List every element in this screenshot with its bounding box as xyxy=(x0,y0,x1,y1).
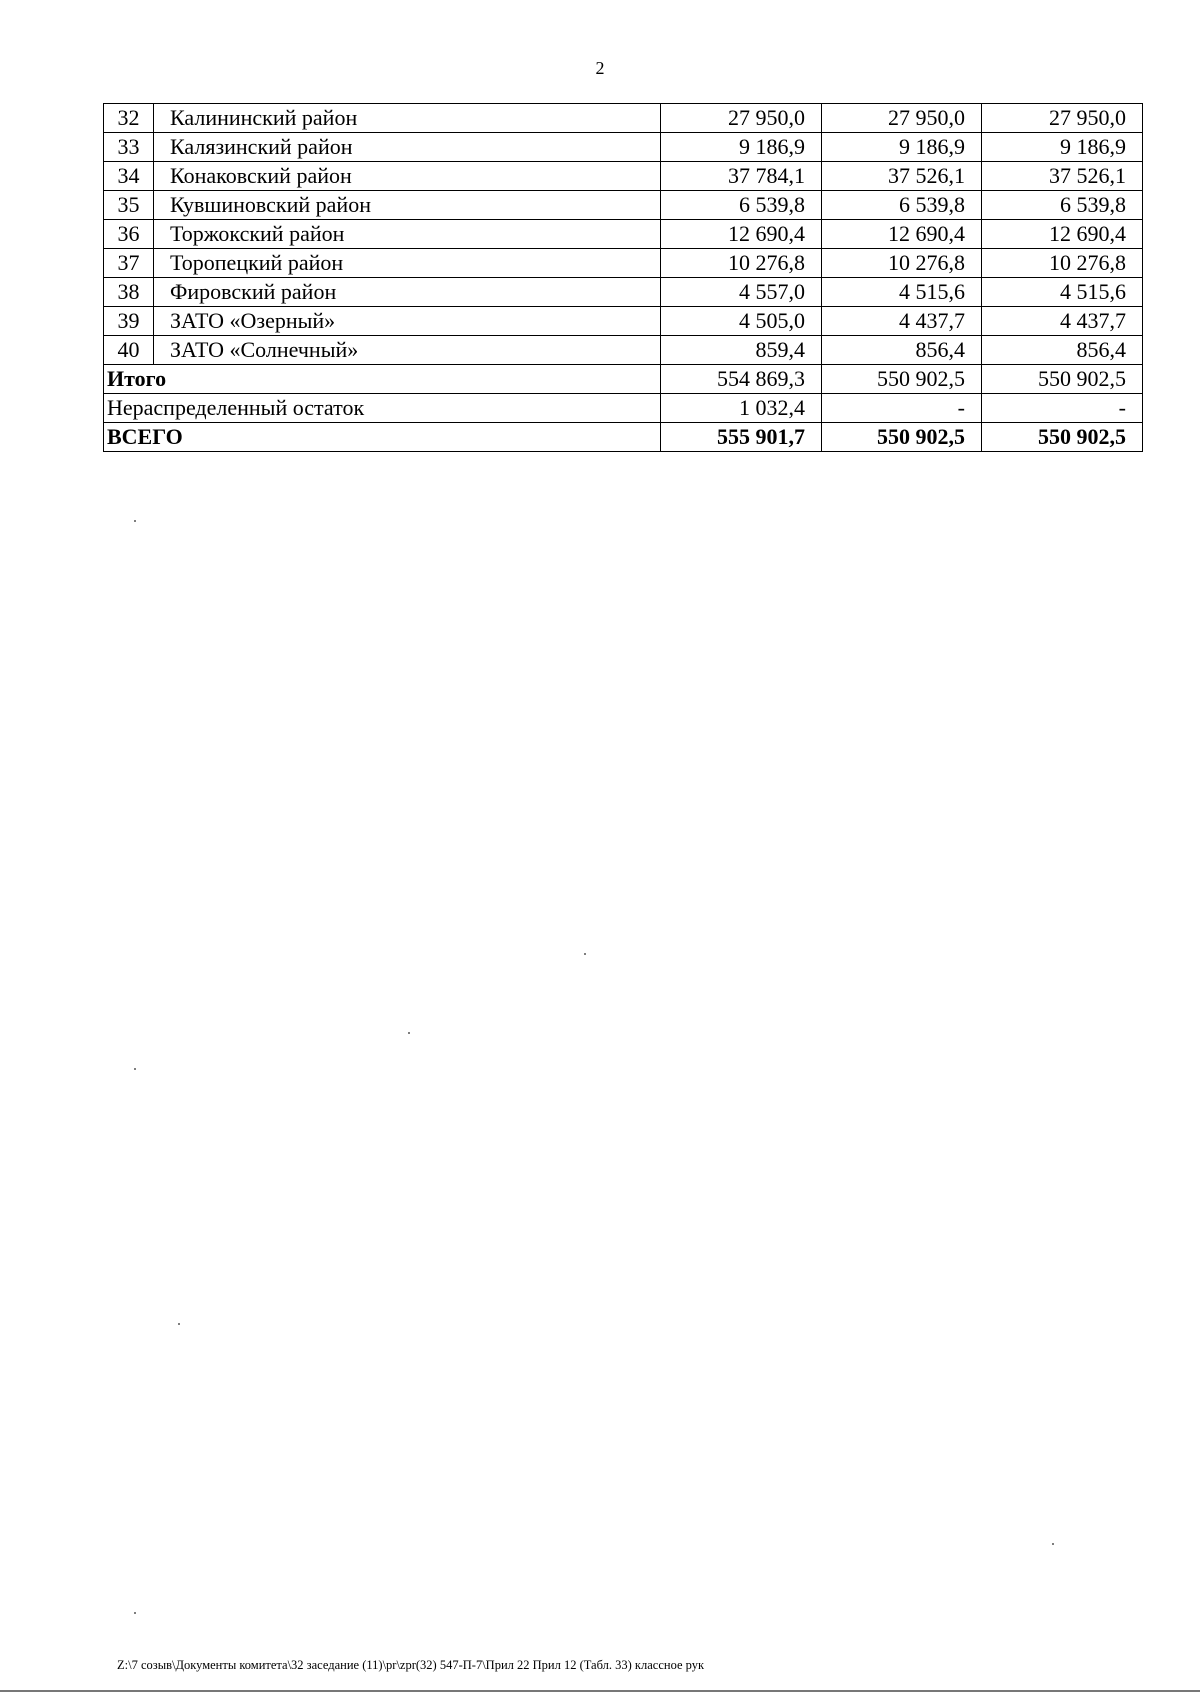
remainder-label: Нераспределенный остаток xyxy=(104,394,661,423)
row-number: 39 xyxy=(104,307,154,336)
row-number: 35 xyxy=(104,191,154,220)
value-col-2: 9 186,9 xyxy=(822,133,982,162)
table-row xyxy=(104,307,1143,336)
itogo-value-1: 554 869,3 xyxy=(661,365,822,394)
scan-speck xyxy=(134,1612,136,1614)
remainder-value-2: - xyxy=(822,394,982,423)
value-col-1: 10 276,8 xyxy=(661,249,822,278)
value-col-2: 12 690,4 xyxy=(822,220,982,249)
row-number: 38 xyxy=(104,278,154,307)
row-number: 40 xyxy=(104,336,154,365)
budget-table xyxy=(103,103,1143,452)
value-col-3: 6 539,8 xyxy=(982,191,1143,220)
vsego-value-2: 550 902,5 xyxy=(822,423,982,452)
table-row xyxy=(104,249,1143,278)
value-col-3: 4 437,7 xyxy=(982,307,1143,336)
scan-speck xyxy=(584,953,586,955)
table-row xyxy=(104,220,1143,249)
value-col-1: 4 557,0 xyxy=(661,278,822,307)
table-row xyxy=(104,162,1143,191)
value-col-2: 856,4 xyxy=(822,336,982,365)
district-name: Фировский район xyxy=(154,278,661,307)
scan-speck xyxy=(1052,1543,1054,1545)
itogo-value-2: 550 902,5 xyxy=(822,365,982,394)
district-name: ЗАТО «Озерный» xyxy=(154,307,661,336)
value-col-1: 859,4 xyxy=(661,336,822,365)
value-col-3: 856,4 xyxy=(982,336,1143,365)
itogo-label: Итого xyxy=(104,365,661,394)
value-col-1: 37 784,1 xyxy=(661,162,822,191)
remainder-value-3: - xyxy=(982,394,1143,423)
itogo-value-3: 550 902,5 xyxy=(982,365,1143,394)
value-col-1: 12 690,4 xyxy=(661,220,822,249)
vsego-label: ВСЕГО xyxy=(104,423,661,452)
value-col-2: 37 526,1 xyxy=(822,162,982,191)
row-number: 33 xyxy=(104,133,154,162)
value-col-2: 6 539,8 xyxy=(822,191,982,220)
district-name: Торжокский район xyxy=(154,220,661,249)
value-col-2: 10 276,8 xyxy=(822,249,982,278)
itogo-row xyxy=(104,365,1143,394)
table-row xyxy=(104,336,1143,365)
value-col-1: 27 950,0 xyxy=(661,104,822,133)
vsego-value-3: 550 902,5 xyxy=(982,423,1143,452)
value-col-1: 4 505,0 xyxy=(661,307,822,336)
scan-speck xyxy=(134,520,136,522)
value-col-3: 4 515,6 xyxy=(982,278,1143,307)
district-name: Конаковский район xyxy=(154,162,661,191)
value-col-3: 9 186,9 xyxy=(982,133,1143,162)
value-col-3: 37 526,1 xyxy=(982,162,1143,191)
table-row xyxy=(104,191,1143,220)
district-name: Калязинский район xyxy=(154,133,661,162)
vsego-value-1: 555 901,7 xyxy=(661,423,822,452)
value-col-1: 6 539,8 xyxy=(661,191,822,220)
remainder-row xyxy=(104,394,1143,423)
value-col-1: 9 186,9 xyxy=(661,133,822,162)
district-name: Калининский район xyxy=(154,104,661,133)
table-row xyxy=(104,278,1143,307)
scan-edge-line xyxy=(0,1690,1200,1692)
scan-speck xyxy=(408,1032,410,1034)
value-col-3: 10 276,8 xyxy=(982,249,1143,278)
value-col-2: 27 950,0 xyxy=(822,104,982,133)
value-col-3: 27 950,0 xyxy=(982,104,1143,133)
scan-speck xyxy=(178,1323,180,1325)
page-number: 2 xyxy=(595,58,605,78)
row-number: 37 xyxy=(104,249,154,278)
vsego-row xyxy=(104,423,1143,452)
value-col-2: 4 515,6 xyxy=(822,278,982,307)
row-number: 36 xyxy=(104,220,154,249)
scan-speck xyxy=(134,1068,136,1070)
district-name: Кувшиновский район xyxy=(154,191,661,220)
table-row xyxy=(104,104,1143,133)
value-col-3: 12 690,4 xyxy=(982,220,1143,249)
district-name: ЗАТО «Солнечный» xyxy=(154,336,661,365)
value-col-2: 4 437,7 xyxy=(822,307,982,336)
district-name: Торопецкий район xyxy=(154,249,661,278)
remainder-value-1: 1 032,4 xyxy=(661,394,822,423)
row-number: 34 xyxy=(104,162,154,191)
file-path-footer: Z:\7 созыв\Документы комитета\32 заседание (11)\pr\zpr(32) 547-П-7\Прил 22 Прил 12 (Табл. 33) классное рук xyxy=(117,1658,705,1672)
row-number: 32 xyxy=(104,104,154,133)
table-row xyxy=(104,133,1143,162)
